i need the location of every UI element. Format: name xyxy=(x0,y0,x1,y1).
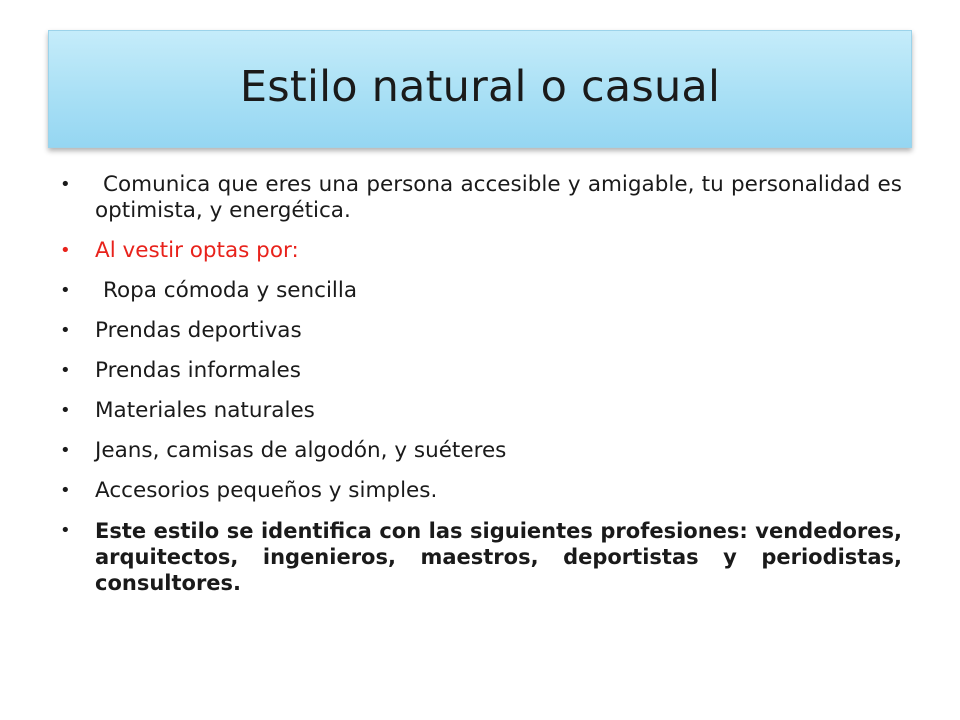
bullet-icon: • xyxy=(60,520,71,541)
bullet-item-materiales xyxy=(60,398,902,424)
bullet-icon: • xyxy=(60,480,71,501)
bullet-text: Materiales naturales xyxy=(95,398,315,423)
bullet-icon: • xyxy=(60,440,71,461)
bullet-item-prendas-informales xyxy=(60,358,902,384)
bullet-icon: • xyxy=(60,280,71,301)
bullet-text: Prendas deportivas xyxy=(95,318,302,343)
bullet-text: Accesorios pequeños y simples. xyxy=(95,478,438,503)
bullet-item-accesorios xyxy=(60,478,902,504)
title-banner xyxy=(48,30,912,148)
slide-title: Estilo natural o casual xyxy=(239,62,721,112)
bullet-icon: • xyxy=(60,240,71,261)
bullet-text: Prendas informales xyxy=(95,358,301,383)
bullet-text: Comunica que eres una persona accesible y amigable, tu personalidad es optimista, y energética. xyxy=(95,172,902,223)
bullet-text: Al vestir optas por: xyxy=(95,238,299,263)
bullet-item-prendas-deportivas xyxy=(60,318,902,344)
bullet-item-al-vestir xyxy=(60,238,902,264)
bullet-item-jeans xyxy=(60,438,902,464)
bullet-icon: • xyxy=(60,400,71,421)
bullet-item-profesiones xyxy=(60,518,902,596)
bullet-text: Ropa cómoda y sencilla xyxy=(103,278,358,303)
bullet-icon: • xyxy=(60,360,71,381)
bullet-item-ropa xyxy=(60,278,902,304)
bullet-icon: • xyxy=(60,320,71,341)
bullet-list xyxy=(60,172,902,610)
bullet-item-description xyxy=(60,172,902,224)
bullet-icon: • xyxy=(60,174,71,195)
bullet-text: Jeans, camisas de algodón, y suéteres xyxy=(95,438,507,463)
bullet-text: Este estilo se identifica con las siguientes profesiones: vendedores, arquitectos, ingenieros, maestros, deportistas y periodistas, consultores. xyxy=(95,519,902,595)
